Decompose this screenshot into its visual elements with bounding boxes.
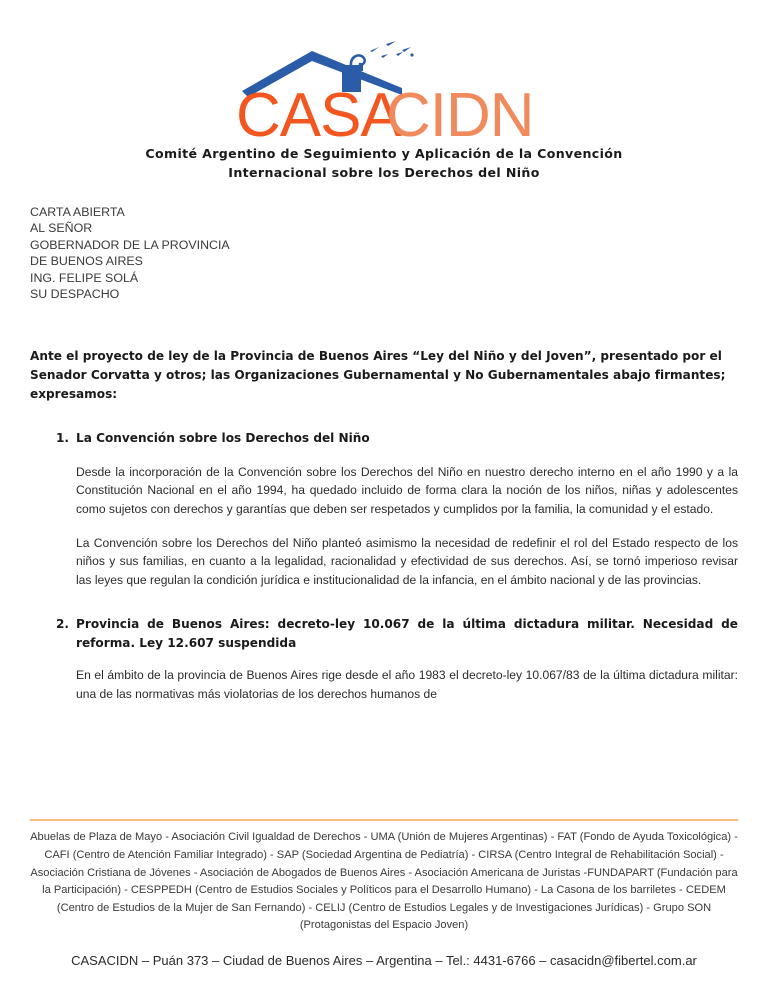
section-2-number: 2.	[56, 617, 70, 632]
section-1-paragraph-1: Desde la incorporación de la Convención sobre los Derechos del Niño en nuestro derecho interno en el año 1990 y a la Constitución Nacional en el año 1994, ha quedado incluido de forma clara la noción de los niños, niñas y adolescentes como sujetos con derechos y garantías que deben ser respetados y cumplidos por la familia, la comunidad y el estado.	[76, 464, 738, 516]
section-1-heading	[56, 429, 738, 448]
address-line: CARTA ABIERTA	[30, 205, 125, 219]
section-1	[30, 429, 738, 589]
smoke-birds-icon	[351, 55, 365, 66]
address-line: ING. FELIPE SOLÁ	[30, 270, 139, 285]
address-line: AL SEÑOR	[30, 221, 93, 236]
organization-subtitle	[30, 144, 738, 182]
section-2-heading	[56, 615, 738, 652]
section-2	[30, 615, 738, 703]
logo-wordmark-cidn: CIDN	[386, 81, 534, 142]
page-footer	[30, 819, 738, 970]
address-line: GOBERNADOR DE LA PROVINCIA	[30, 237, 230, 252]
address-line: DE BUENOS AIRES	[30, 254, 143, 269]
section-1-paragraph-2: La Convención sobre los Derechos del Niño planteó asimismo la necesidad de redefinir el rol del Estado respecto de los niños y sus familias, en cuanto a la legalidad, racionalidad y efectividad de sus derechos. Así, se tornó imperioso revisar las leyes que regulan la condición jurídica e institucionalidad de la infancia, en el ámbito nacional y de las provincias.	[76, 535, 738, 587]
logo-block	[30, 0, 738, 182]
address-line: SU DESPACHO	[30, 287, 120, 302]
subtitle-line-1: Comité Argentino de Seguimiento y Aplicación de la Convención	[145, 146, 623, 161]
footer-divider	[30, 819, 738, 822]
section-1-number: 1.	[56, 431, 70, 446]
addressee-block	[30, 204, 738, 302]
subtitle-line-2: Internacional sobre los Derechos del Niño	[228, 165, 540, 180]
section-2-paragraph-1: En el ámbito de la provincia de Buenos Aires rige desde el año 1983 el decreto-ley 10.067/83 de la última dictadura militar: una de las normativas más violatorias de los derechos humanos de	[76, 668, 738, 701]
casacidn-logo	[234, 40, 534, 142]
section-1-title: La Convención sobre los Derechos del Niño	[76, 431, 370, 446]
logo-wordmark-casa: CASA	[236, 81, 401, 142]
section-2-title: Provincia de Buenos Aires: decreto-ley 10.067 de la última dictadura militar. Necesidad de reforma. Ley 12.607 suspendida	[76, 617, 738, 650]
contact-line: CASACIDN – Puán 373 – Ciudad de Buenos Aires – Argentina – Tel.: 4431-6766 – casacidn@fibertel.com.ar	[71, 953, 697, 968]
intro-paragraph: Ante el proyecto de ley de la Provincia de Buenos Aires “Ley del Niño y del Joven”, presentado por el Senador Corvatta y otros; las Organizaciones Gubernamental y No Gubernamentales abajo firmantes; expresamos:	[30, 349, 726, 401]
signatory-organizations: Abuelas de Plaza de Mayo - Asociación Civil Igualdad de Derechos - UMA (Unión de Mujeres Argentinas) - FAT (Fondo de Ayuda Toxicológica) - CAFI (Centro de Atención Familiar Integrado) - SAP (Sociedad Argentina de Pediatría) - CIRSA (Centro Integral de Rehabilitación Social) - Asociación Cristiana de Jóvenes - Asociación de Abogados de Buenos Aires - Asociación Americana de Juristas -FUNDAPART (Fundación para la Participación) - CESPPEDH (Centro de Estudios Sociales y Políticos para el Desarrollo Humano) - La Casona de los barriletes - CEDEM (Centro de Estudios de la Mujer de San Fernando) - CELIJ (Centro de Estudios Legales y de Investigaciones Jurídicas) - Grupo SON (Protagonistas del Espacio Joven)	[30, 831, 738, 932]
birds-icon	[370, 41, 414, 58]
